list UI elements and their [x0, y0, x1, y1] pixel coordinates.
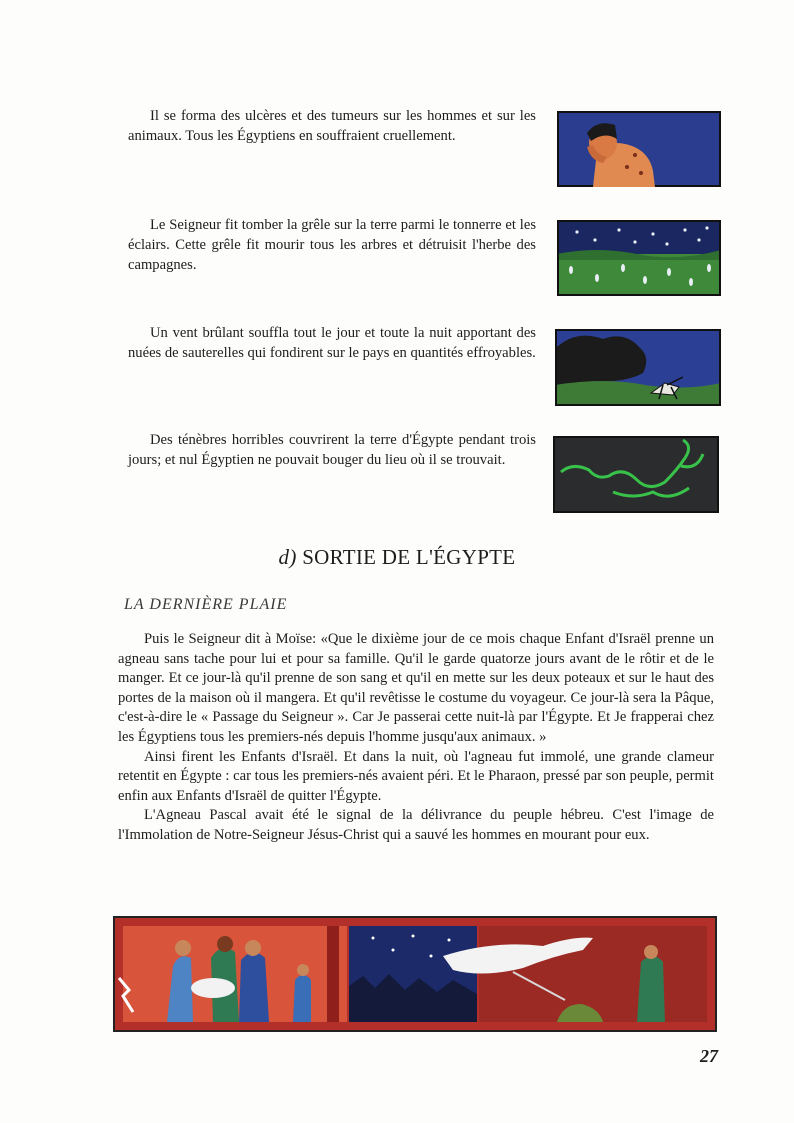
subheading: LA DERNIÈRE PLAIE — [124, 596, 288, 613]
plague-hail-text — [128, 215, 536, 275]
paragraph: Le Seigneur fit tomber la grêle sur la terre parmi le tonnerre et les éclairs. Cette grêle fit mourir tous les arbres et détruisit l'herbe des campagnes. — [128, 217, 536, 273]
paragraph: L'Agneau Pascal avait été le signal de la délivrance du peuple hébreu. C'est l'image de l'Immolation de Notre-Seigneur Jésus-Christ qui a sauvé les hommes en mourant pour eux. — [118, 807, 714, 843]
paragraph: Des ténèbres horribles couvrirent la terre d'Égypte pendant trois jours; et nul Égyptien ne pouvait bouger du lieu où il se trouvait. — [128, 432, 536, 468]
section-letter: d) — [278, 545, 297, 569]
ulcers-illustration — [557, 111, 721, 187]
plague-locusts-text — [128, 323, 536, 363]
paragraph: Un vent brûlant souffla tout le jour et toute la nuit apportant des nuées de sauterelles qui fondirent sur le pays en quantités effroyables. — [128, 325, 536, 361]
paragraph: Ainsi firent les Enfants d'Israël. Et dans la nuit, où l'agneau fut immolé, une grande clameur retentit en Égypte : car tous les premiers-nés avaient péri. Et le Pharaon, pressé par son peuple, permit enfin aux Enfants d'Israël de quitter l'Égypte. — [118, 748, 714, 804]
paragraph: Puis le Seigneur dit à Moïse: «Que le dixième jour de ce mois chaque Enfant d'Israël prenne un agneau sans tache pour lui et pour sa famille. Qu'il le garde quatorze jours avant de le rôtir et de le manger. Et ce jour-là qu'il prenne de son sang et qu'il en mette sur les deux poteaux et sur le haut des portes de la maison où il mangera. Et qu'il revêtisse le costume du voyageur. Ce jour-là sera la Pâque, c'est-à-dire le « Passage du Seigneur ». Car Je passerai cette nuit-là par l'Égypte. Et Je frapperai chez les Égyptiens tous les premiers-nés depuis l'homme jusqu'aux animaux. » — [118, 631, 714, 745]
section-title: SORTIE DE L'ÉGYPTE — [302, 545, 516, 569]
locusts-illustration — [555, 329, 721, 406]
plague-ulcers-text — [128, 106, 536, 146]
darkness-illustration — [553, 436, 719, 513]
section-heading — [0, 545, 794, 570]
paragraph: Il se forma des ulcères et des tumeurs sur les hommes et sur les animaux. Tous les Égyptiens en souffraient cruellement. — [128, 108, 536, 144]
plague-darkness-text — [128, 430, 536, 470]
body-text — [118, 630, 714, 846]
page-number: 27 — [700, 1046, 718, 1066]
passover-illustration — [113, 916, 717, 1032]
hail-illustration — [557, 220, 721, 296]
